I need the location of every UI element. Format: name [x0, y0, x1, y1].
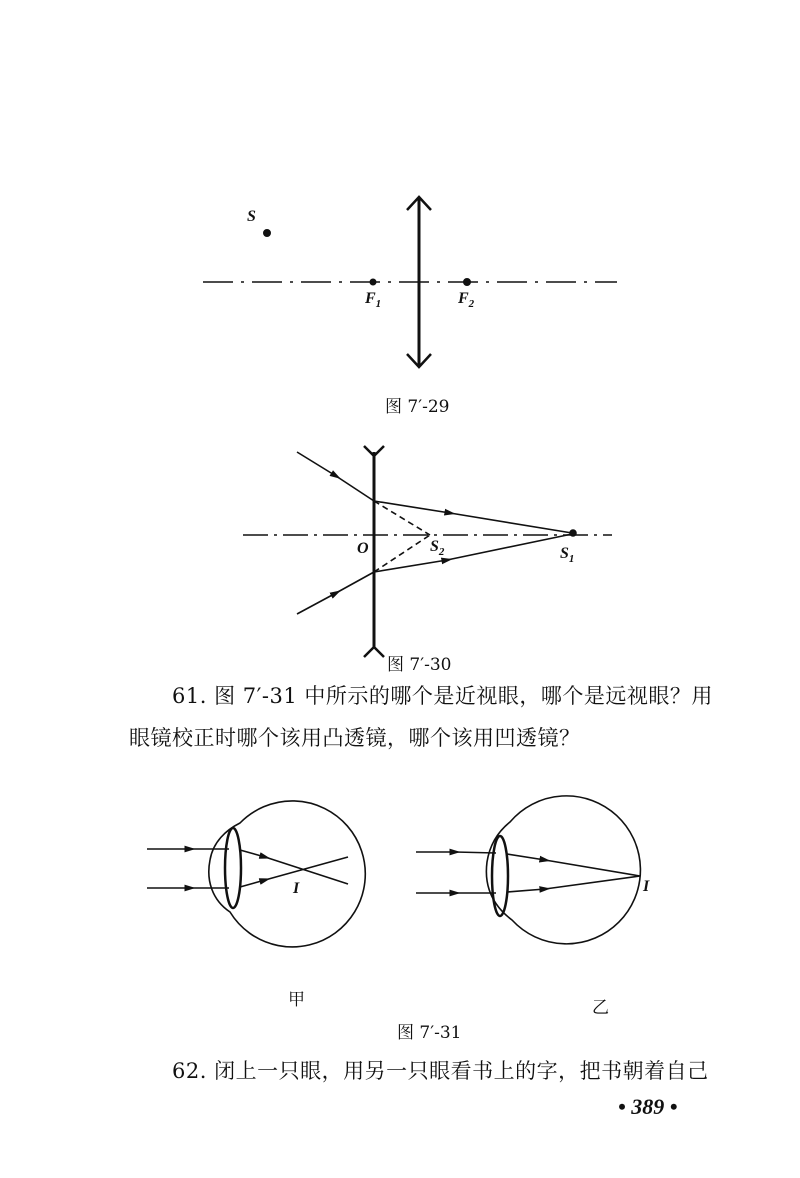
figure-7-29-convex-lens — [203, 197, 617, 367]
eye-lens — [492, 836, 508, 916]
focus1-subscript: 1 — [375, 298, 382, 311]
figure-7-31-eye-a — [147, 801, 365, 947]
s1-label — [560, 545, 574, 565]
figure-caption: 图 7′-29 — [385, 397, 450, 417]
eye-lens — [225, 828, 241, 908]
figure-7-30-concave-lens — [243, 446, 612, 657]
figure-caption: 图 7′-31 — [397, 1023, 462, 1043]
s1-subscript: 1 — [568, 553, 575, 566]
focus1-label — [365, 290, 381, 310]
center-label: O — [357, 540, 369, 557]
focus-point-2 — [464, 279, 471, 286]
question-number: 62. — [172, 1059, 207, 1083]
source-point — [264, 230, 271, 237]
focus2-subscript: 2 — [468, 298, 475, 311]
question-62-line1 — [172, 1055, 709, 1085]
image-b-label: I — [643, 878, 650, 895]
figure-7-31-eye-b — [416, 796, 640, 944]
focus2-label — [458, 290, 474, 310]
focus1-letter: F — [365, 290, 376, 307]
s1-letter: S — [560, 545, 569, 562]
question-61-line1 — [172, 680, 713, 710]
page-number: • 389 • — [618, 1094, 678, 1119]
s2-subscript: 2 — [438, 546, 445, 559]
s2-letter: S — [430, 538, 439, 555]
s2-label — [430, 538, 444, 558]
eye-b-label: 乙 — [592, 998, 609, 1018]
question-61-line2: 眼镜校正时哪个该用凸透镜，哪个该用凹透镜？ — [129, 726, 581, 750]
image-a-label: I — [293, 880, 300, 897]
focus-point-1 — [370, 279, 376, 285]
question-text: 图 7′-31 中所示的哪个是近视眼，哪个是远视眼？用 — [214, 684, 713, 708]
focus2-letter: F — [458, 290, 469, 307]
figure-caption: 图 7′-30 — [387, 655, 452, 675]
question-number: 61. — [172, 684, 207, 708]
question-text: 闭上一只眼，用另一只眼看书上的字，把书朝着自己 — [214, 1059, 709, 1083]
eye-a-label: 甲 — [288, 990, 305, 1010]
source-label: S — [247, 208, 256, 225]
